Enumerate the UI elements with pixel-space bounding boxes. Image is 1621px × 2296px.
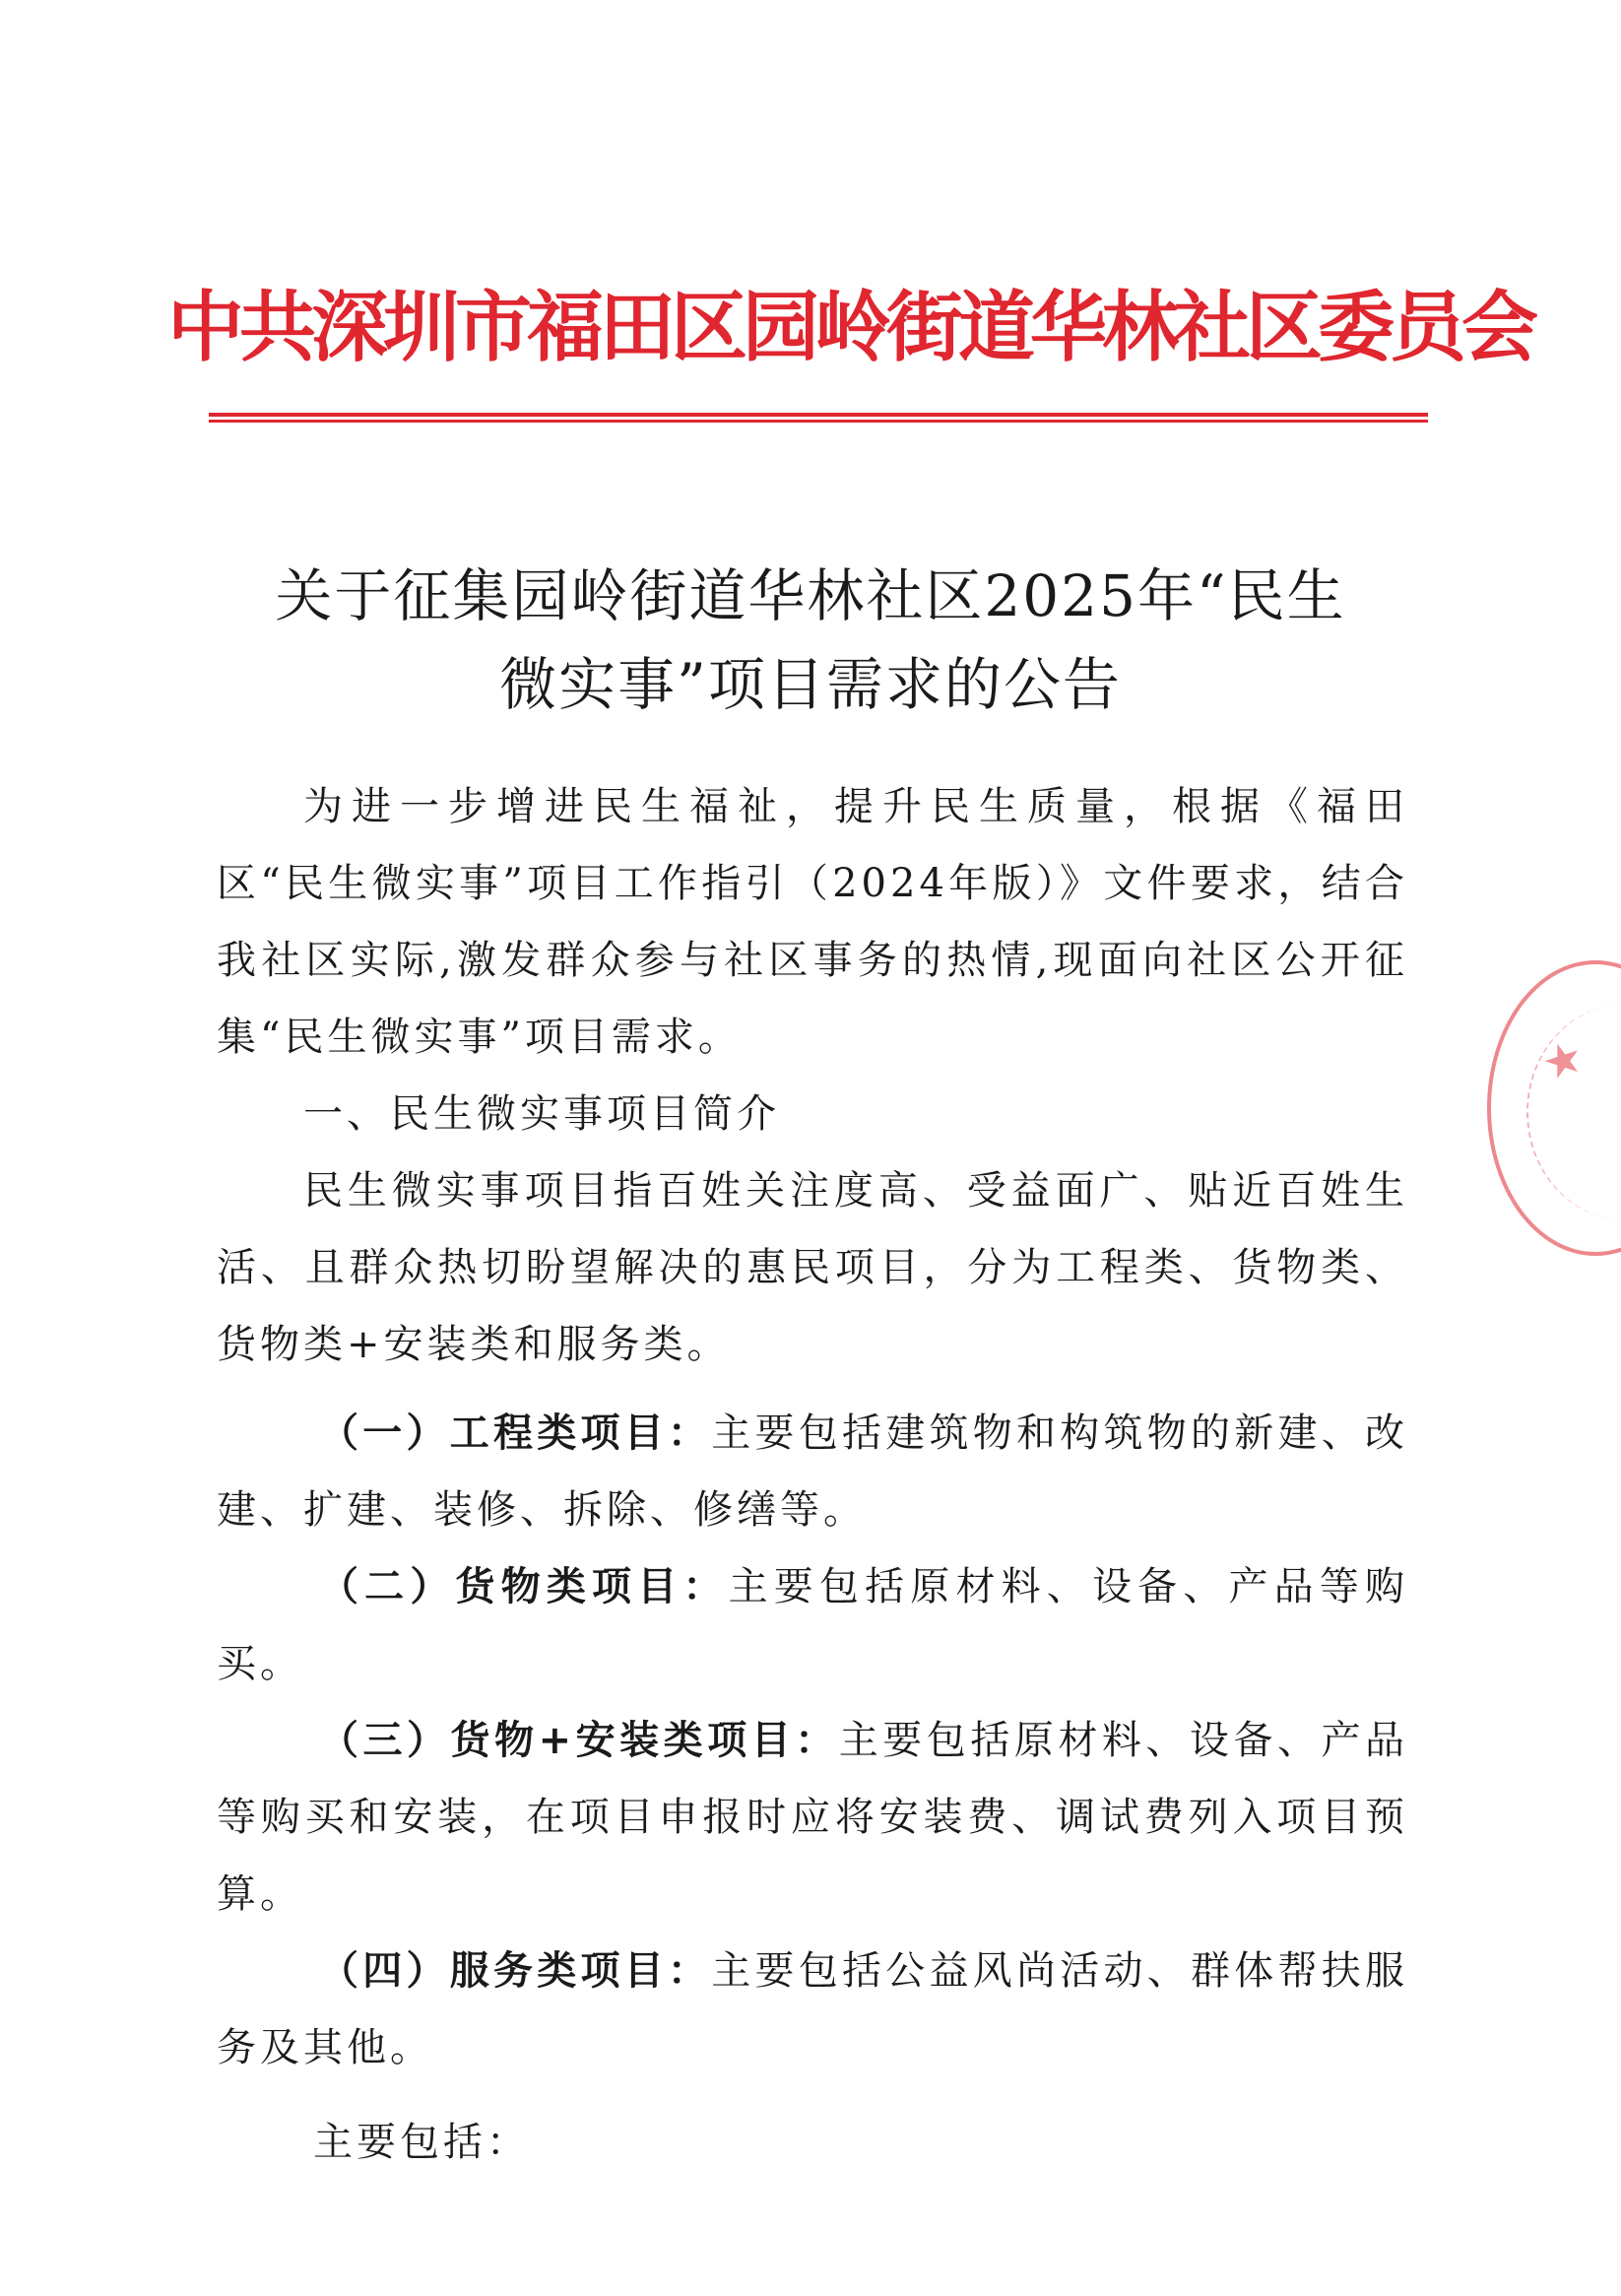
item-text: 主要包括原材料、设备、产品等购买。 — [217, 1564, 1409, 1686]
item-lead: （四）服务类项目： — [319, 1948, 712, 1994]
item-services — [217, 1933, 1408, 2086]
seal-star-icon: ★ — [1534, 1027, 1590, 1092]
official-seal-stamp — [1487, 960, 1621, 1256]
title-line-2: 微实事”项目需求的公告 — [499, 651, 1122, 718]
item-text: 主要包括建筑物和构筑物的新建、改建、扩建、装修、拆除、修缮等。 — [217, 1410, 1408, 1533]
section-1-heading: 一、民生微实事项目简介 — [303, 1091, 780, 1137]
red-header-rule — [209, 413, 1428, 423]
document-title — [197, 552, 1424, 729]
section-1-intro: 民生微实事项目指百姓关注度高、受益面广、贴近百姓生活、且群众热切盼望解决的惠民项目，分为工程类、货物类、货物类+安装类和服务类。 — [217, 1168, 1408, 1367]
closing-heading: 主要包括： — [313, 2120, 530, 2165]
organization-header: 中共深圳市福田区园岭街道华林社区委员会 — [167, 284, 1534, 372]
item-lead: （一）工程类项目： — [319, 1410, 712, 1456]
intro-paragraph: 为进一步增进民生福祉，提升民生质量，根据《福田区“民生微实事”项目工作指引（2024年版）》文件要求，结合我社区实际,激发群众参与社区事务的热情,现面向社区公开征集“民生微实事”项目需求。 — [217, 784, 1408, 1060]
item-goods — [217, 1548, 1408, 1702]
item-text: 主要包括公益风尚活动、群体帮扶服务及其他。 — [217, 1948, 1408, 2070]
item-lead: （三）货物+安装类项目： — [319, 1718, 839, 1763]
item-engineering — [217, 1395, 1408, 1548]
item-goods-installation — [217, 1702, 1408, 1933]
title-line-1: 关于征集园岭街道华林社区2025年“民生 — [275, 562, 1346, 629]
document-body — [217, 768, 1408, 2181]
item-lead: （二）货物类项目： — [319, 1564, 729, 1609]
item-text: 主要包括原材料、设备、产品等购买和安装，在项目申报时应将安装费、调试费列入项目预算。 — [217, 1718, 1409, 1917]
